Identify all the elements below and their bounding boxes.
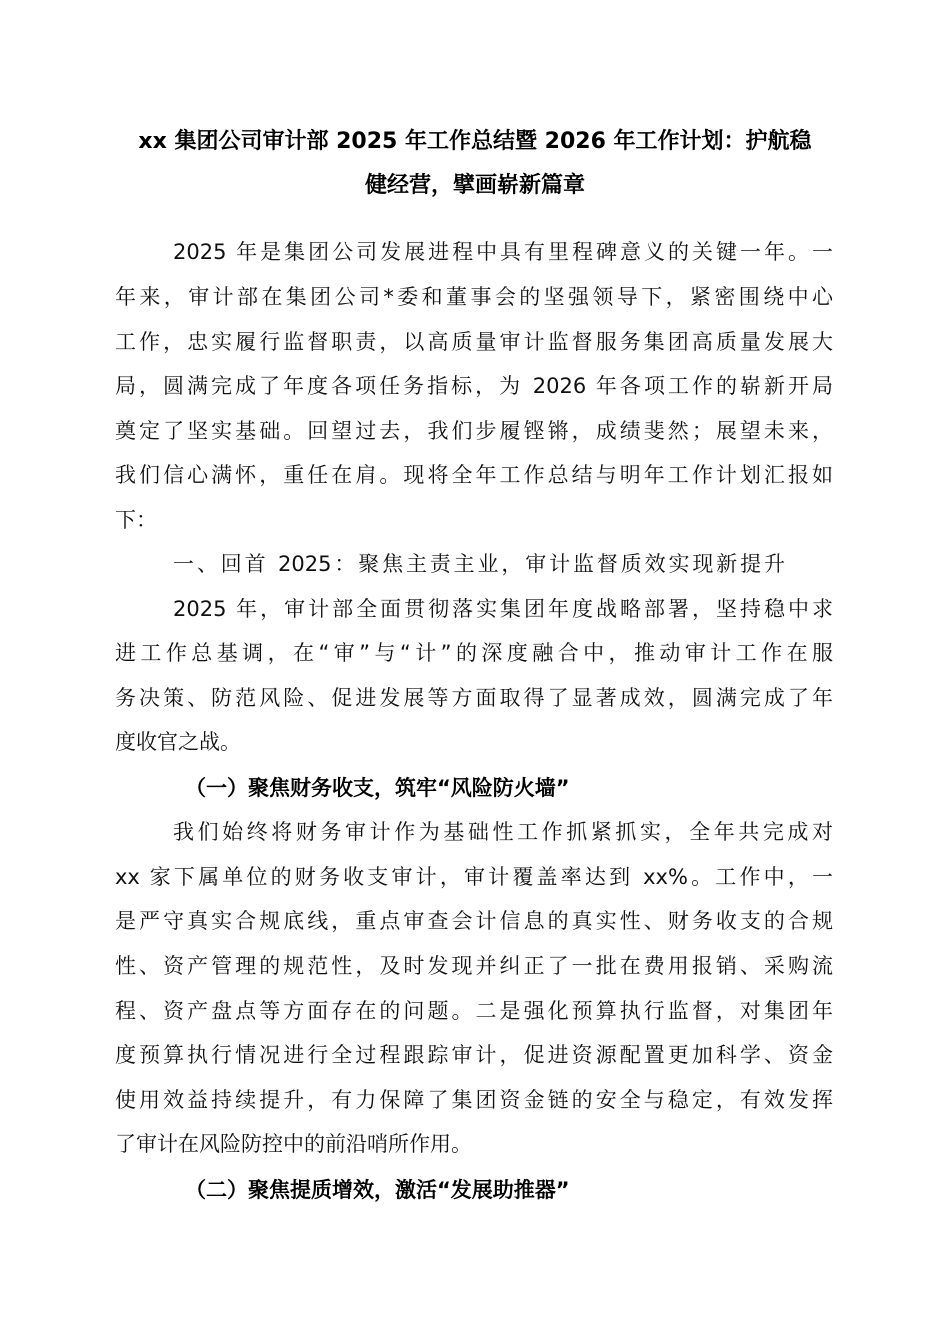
paragraph-line: 性、资产管理的规范性，及时发现并纠正了一批在费用报销、采购流 bbox=[115, 954, 833, 978]
paragraph-line: 奠定了坚实基础。回望过去，我们步履铿锵，成绩斐然；展望未来， bbox=[115, 419, 833, 443]
paragraph-line: 我们始终将财务审计作为基础性工作抓紧抓实，全年共完成对 bbox=[173, 820, 833, 844]
paragraph-line: 了审计在风险防控中的前沿哨所作用。 bbox=[115, 1132, 472, 1156]
document-title-line-1: xx 集团公司审计部 2025 年工作总结暨 2026 年工作计划：护航稳 bbox=[138, 129, 812, 154]
section-1-heading: 一、回首 2025：聚焦主责主业，审计监督质效实现新提升 bbox=[173, 552, 785, 576]
paragraph-line: 务决策、防范风险、促进发展等方面取得了显著成效，圆满完成了年 bbox=[115, 686, 833, 710]
paragraph-line: 年来，审计部在集团公司*委和董事会的坚强领导下，紧密围绕中心 bbox=[115, 285, 833, 309]
paragraph-line: 工作，忠实履行监督职责，以高质量审计监督服务集团高质量发展大 bbox=[115, 330, 833, 354]
paragraph-line: 进工作总基调，在“审”与“计”的深度融合中，推动审计工作在服 bbox=[115, 641, 833, 665]
paragraph-line: 是严守真实合规底线，重点审查会计信息的真实性、财务收支的合规 bbox=[115, 909, 833, 933]
paragraph-line: 下： bbox=[115, 508, 157, 532]
paragraph-line: 我们信心满怀，重任在肩。现将全年工作总结与明年工作计划汇报如 bbox=[115, 463, 833, 487]
paragraph-line: xx 家下属单位的财务收支审计，审计覆盖率达到 xx%。工作中，一 bbox=[115, 865, 833, 889]
paragraph-line: 使用效益持续提升，有力保障了集团资金链的安全与稳定，有效发挥 bbox=[115, 1088, 833, 1112]
paragraph-line: 2025 年是集团公司发展进程中具有里程碑意义的关键一年。一 bbox=[173, 240, 833, 264]
paragraph-line: 局，圆满完成了年度各项任务指标，为 2026 年各项工作的崭新开局 bbox=[115, 374, 833, 398]
paragraph-line: 程、资产盘点等方面存在的问题。二是强化预算执行监督，对集团年 bbox=[115, 999, 833, 1023]
paragraph-line: 度预算执行情况进行全过程跟踪审计，促进资源配置更加科学、资金 bbox=[115, 1043, 833, 1067]
subsection-2-heading: （二）聚焦提质增效，激活“发展助推器” bbox=[185, 1178, 570, 1202]
subsection-1-heading: （一）聚焦财务收支，筑牢“风险防火墙” bbox=[185, 776, 570, 800]
paragraph-line: 度收官之战。 bbox=[115, 730, 241, 754]
paragraph-line: 2025 年，审计部全面贯彻落实集团年度战略部署，坚持稳中求 bbox=[173, 597, 833, 621]
document-title-line-2: 健经营，擘画崭新篇章 bbox=[364, 173, 585, 198]
